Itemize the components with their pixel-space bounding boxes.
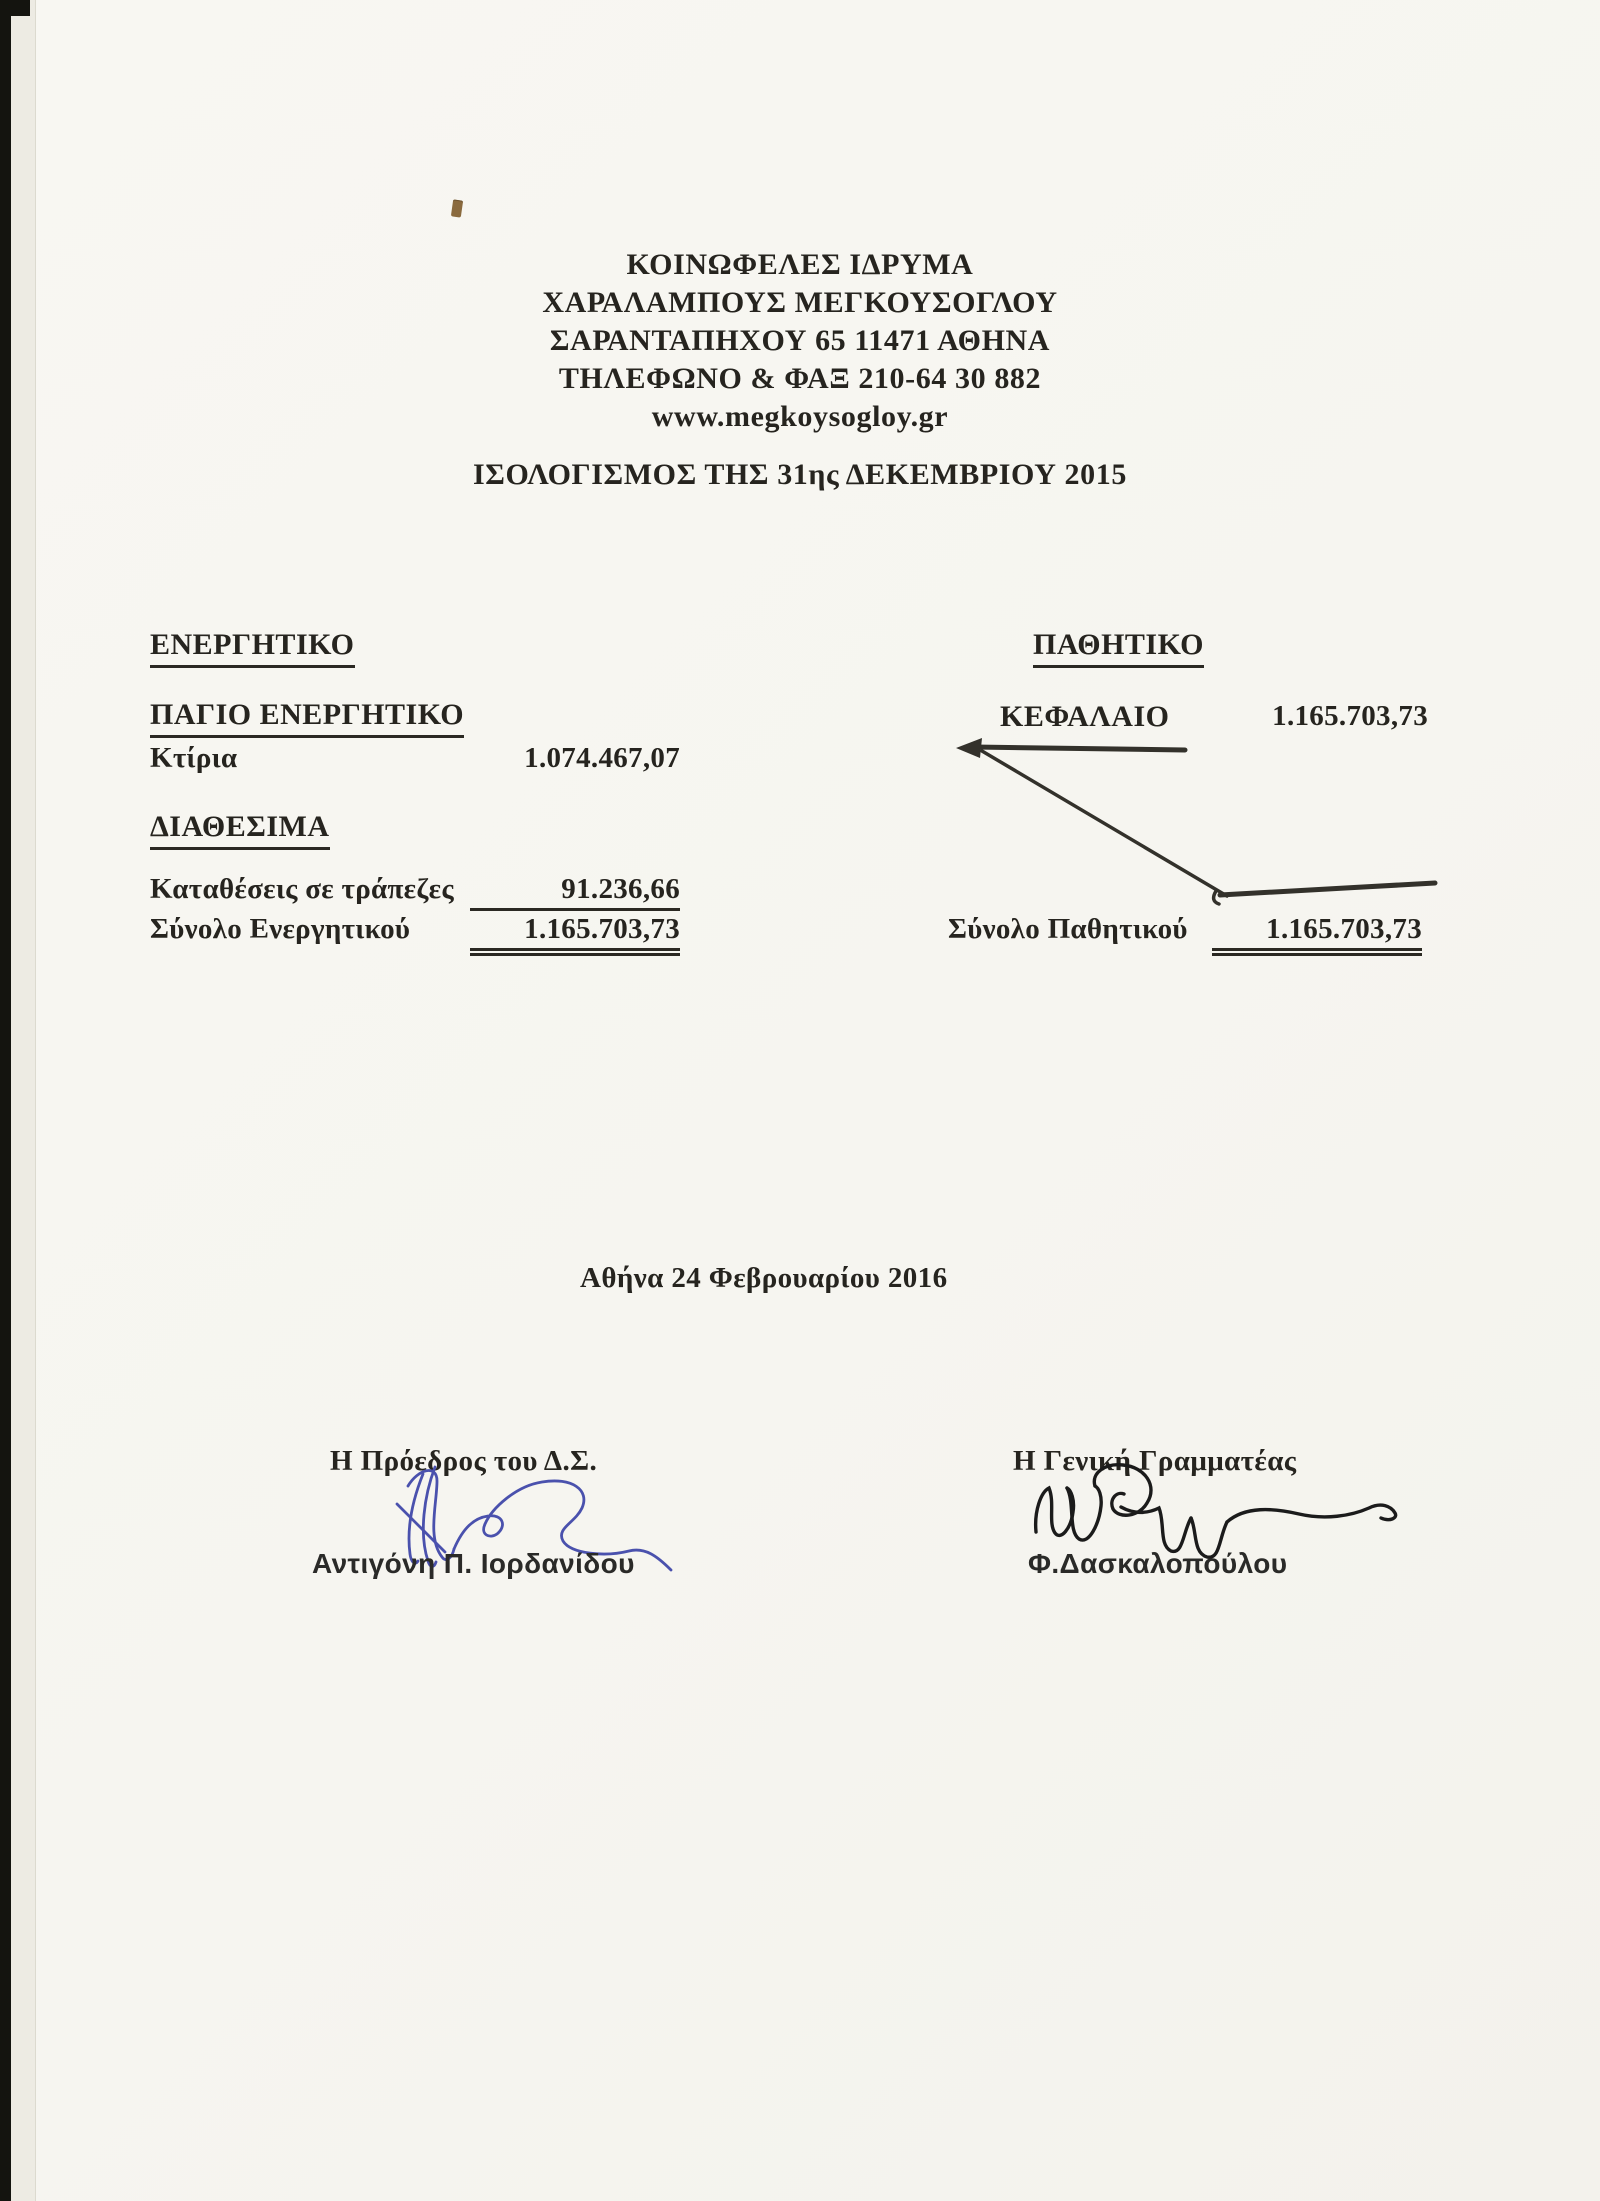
liabilities-total-value: 1.165.703,73: [1212, 913, 1422, 951]
hand-drawn-arrow-line: [940, 715, 1450, 915]
secretary-name: Φ.Δασκαλοπούλου: [1028, 1548, 1288, 1579]
assets-heading: ΕΝΕΡΓΗΤΙΚΟ: [150, 628, 355, 668]
buildings-value: 1.074.467,07: [524, 742, 680, 774]
president-title: Η Πρόεδρος του Δ.Σ.: [330, 1445, 598, 1477]
org-address-line: ΣΑΡΑΝΤΑΠΗΧΟΥ 65 11471 ΑΘΗΝΑ: [549, 324, 1051, 357]
assets-total-value: 1.165.703,73: [470, 913, 680, 951]
secretary-title: Η Γενική Γραμματέας: [1013, 1445, 1297, 1477]
assets-total-label: Σύνολο Ενεργητικού: [150, 913, 411, 945]
page-title: ΙΣΟΛΟΓΙΣΜΟΣ ΤΗΣ 31ης ΔΕΚΕΜΒΡΙΟΥ 2015: [473, 458, 1127, 491]
org-phone-line: ΤΗΛΕΦΩΝΟ & ΦΑΞ 210-64 30 882: [558, 362, 1042, 395]
date-line: Αθήνα 24 Φεβρουαρίου 2016: [580, 1262, 948, 1294]
paper-speck: [451, 199, 463, 217]
liabilities-total-label: Σύνολο Παθητικού: [948, 913, 1188, 945]
org-name-line2: ΧΑΡΑΛΑΜΠΟΥΣ ΜΕΓΚΟΥΣΟΓΛΟΥ: [542, 286, 1058, 319]
liabilities-heading: ΠΑΘΗΤΙΚΟ: [1033, 628, 1204, 668]
president-name: Αντιγόνη Π. Ιορδανίδου: [312, 1548, 635, 1579]
capital-label: ΚΕΦΑΛΑΙΟ: [1000, 700, 1170, 733]
deposits-value: 91.236,66: [470, 873, 680, 911]
cash-heading: ΔΙΑΘΕΣΙΜΑ: [150, 810, 330, 850]
org-name-line1: ΚΟΙΝΩΦΕΛΕΣ ΙΔΡΥΜΑ: [626, 248, 974, 281]
capital-value: 1.165.703,73: [1272, 700, 1428, 732]
scan-corner-shadow: [0, 0, 30, 16]
buildings-label: Κτίρια: [150, 742, 238, 774]
fixed-assets-heading: ΠΑΓΙΟ ΕΝΕΡΓΗΤΙΚΟ: [150, 698, 464, 738]
deposits-label: Καταθέσεις σε τράπεζες: [150, 873, 454, 905]
org-website: www.megkoysogloy.gr: [651, 400, 949, 433]
